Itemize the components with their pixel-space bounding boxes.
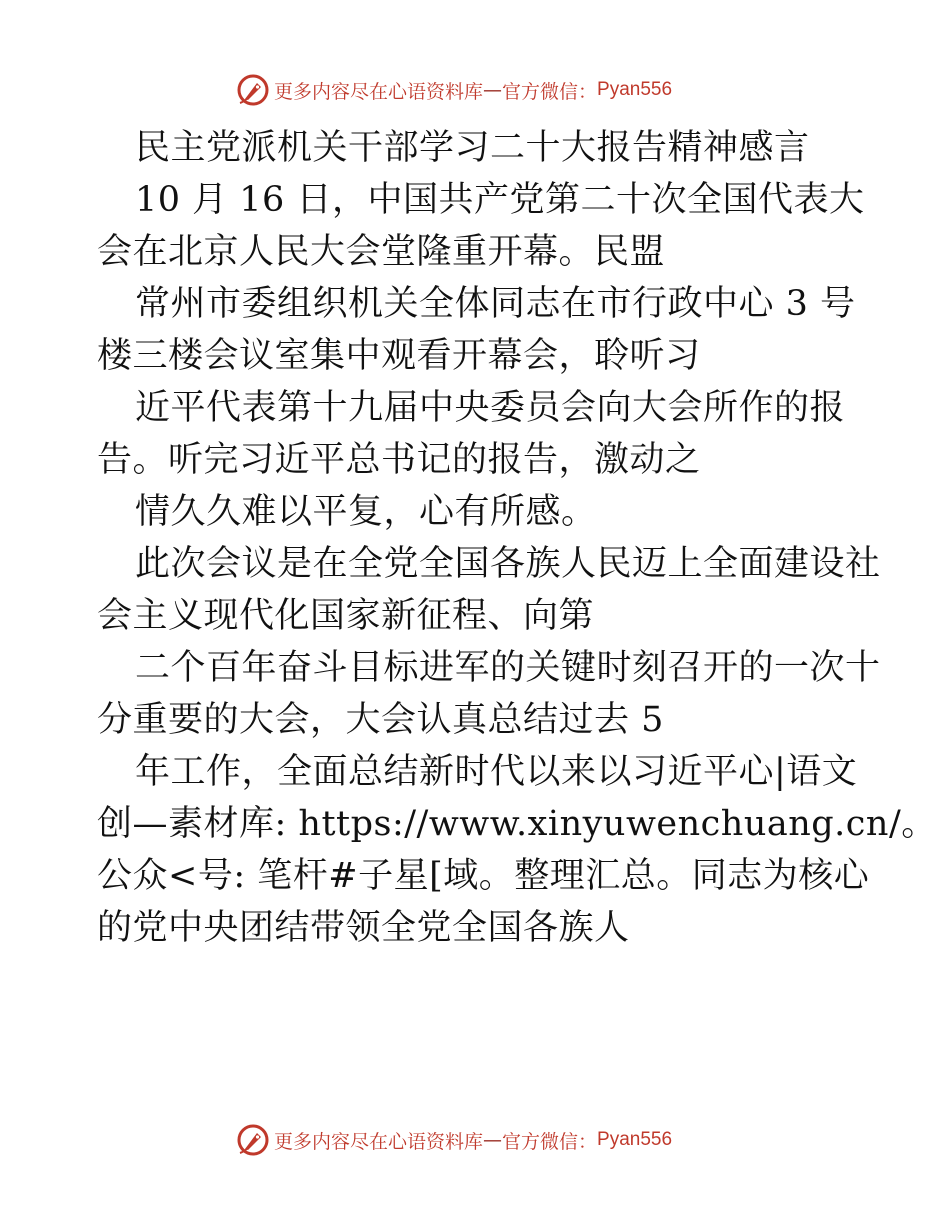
text-line: 二个百年奋斗目标进军的关键时刻召开的一次十 bbox=[135, 648, 881, 688]
header-watermark bbox=[236, 72, 672, 108]
text-line: 此次会议是在全党全国各族人民迈上全面建设社 bbox=[135, 544, 881, 584]
text-line: 公众<号: 笔杆#子星[域。整理汇总。同志为核心 bbox=[97, 856, 870, 896]
footer-watermark bbox=[236, 1122, 672, 1158]
pen-nib-logo-icon bbox=[236, 1123, 270, 1157]
watermark-wechat-id: Pyan556 bbox=[597, 79, 673, 100]
watermark-wechat-id: Pyan556 bbox=[597, 1129, 673, 1150]
text-line: 分重要的大会，大会认真总结过去 5 bbox=[97, 700, 664, 740]
text-line: 会主义现代化国家新征程、向第 bbox=[97, 596, 595, 636]
watermark-separator: — bbox=[483, 79, 503, 101]
text-line: 楼三楼会议室集中观看开幕会，聆听习 bbox=[97, 336, 701, 376]
watermark-text: 更多内容尽在心语资料库 bbox=[274, 80, 484, 103]
document-body bbox=[97, 122, 937, 954]
text-line: 近平代表第十九届中央委员会向大会所作的报 bbox=[135, 388, 846, 428]
text-line: 常州市委组织机关全体同志在市行政中心 3 号 bbox=[135, 284, 856, 324]
text-line: 的党中央团结带领全党全国各族人 bbox=[97, 908, 630, 948]
text-line: 10 月 16 日，中国共产党第二十次全国代表大 bbox=[135, 180, 865, 220]
pen-nib-logo-icon bbox=[236, 73, 270, 107]
watermark-label: 官方微信： bbox=[502, 80, 598, 103]
watermark-text: 更多内容尽在心语资料库 bbox=[274, 1130, 484, 1153]
watermark-separator: — bbox=[483, 1129, 503, 1151]
document-title: 民主党派机关干部学习二十大报告精神感言 bbox=[135, 128, 810, 168]
text-line: 情久久难以平复，心有所感。 bbox=[135, 492, 597, 532]
text-line: 年工作，全面总结新时代以来以习近平心|语文 bbox=[135, 752, 858, 792]
watermark-label: 官方微信： bbox=[502, 1130, 598, 1153]
text-line: 创—素材库: https://www.xinyuwenchuang.cn/。 bbox=[97, 804, 937, 844]
text-line: 告。听完习近平总书记的报告，激动之 bbox=[97, 440, 701, 480]
text-line: 会在北京人民大会堂隆重开幕。民盟 bbox=[97, 232, 666, 272]
